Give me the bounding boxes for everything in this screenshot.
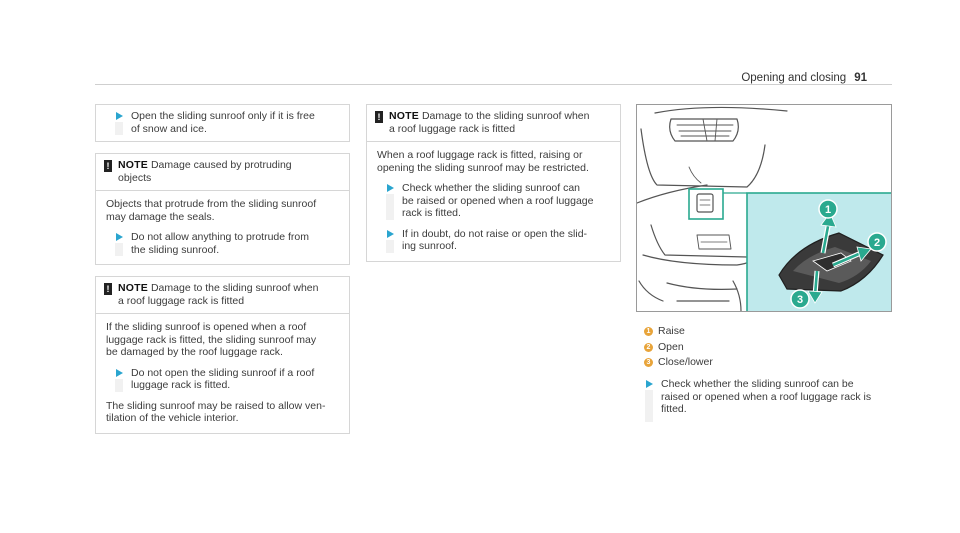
snow-instruction-box	[95, 104, 350, 142]
running-header	[741, 72, 867, 85]
note-paragraph: If the sliding sunroof is opened when a roof luggage rack is fitted, the sliding sunroof may be damaged by the roof luggage rack.	[106, 321, 317, 358]
header-rule	[95, 84, 892, 85]
bullet-triangle-icon	[387, 230, 394, 238]
legend-item: 2 Open	[636, 341, 713, 357]
note-heading: ! NOTE Damage to the sliding sunroof when a roof luggage rack is fitted	[96, 277, 349, 313]
check-step	[636, 378, 892, 416]
note-keyword: NOTE	[118, 282, 148, 294]
note-roof-rack-restriction	[366, 104, 621, 262]
bullet-triangle-icon	[387, 184, 394, 192]
bullet-triangle-icon	[116, 112, 123, 120]
bullet-item: Check whether the sliding sunroof can be raised or opened when a roof luggage rack is fitted.	[636, 378, 892, 416]
note-keyword: NOTE	[389, 110, 419, 122]
svg-text:3: 3	[796, 294, 804, 306]
callout-number-icon: 1	[644, 327, 653, 336]
callout-number-icon: 3	[644, 358, 653, 367]
callout-2	[868, 233, 886, 251]
svg-text:2: 2	[873, 237, 881, 249]
note-heading: ! NOTE Damage caused by protruding objects	[96, 154, 349, 190]
note-paragraph: The sliding sunroof may be raised to allow ven- tilation of the vehicle interior.	[106, 399, 326, 424]
note-paragraph: When a roof luggage rack is fitted, raising or opening the sliding sunroof may be restricted.	[377, 149, 589, 174]
note-heading: ! NOTE Damage to the sliding sunroof when a roof luggage rack is fitted	[367, 105, 620, 141]
bullet-item: Check whether the sliding sunroof can be raised or opened when a roof luggage rack is fitted.	[377, 182, 610, 220]
bullet-triangle-icon	[116, 233, 123, 241]
note-keyword: NOTE	[118, 159, 148, 171]
note-paragraph: Objects that protrude from the sliding sunroof may damage the seals.	[106, 198, 317, 223]
note-protruding-objects	[95, 153, 350, 265]
bullet-triangle-icon	[116, 369, 123, 377]
bullet-item: Open the sliding sunroof only if it is free of snow and ice.	[106, 110, 339, 135]
bullet-item: Do not open the sliding sunroof if a roof luggage rack is fitted.	[106, 367, 339, 392]
illustration-svg	[637, 105, 892, 312]
callout-3	[791, 290, 809, 308]
bullet-item: Do not allow anything to protrude from the sliding sunroof.	[106, 231, 339, 256]
note-roof-rack-damage	[95, 276, 350, 434]
warning-exclamation-icon: !	[104, 160, 112, 172]
column-2	[366, 104, 621, 262]
legend-item: 1 Raise	[636, 325, 713, 341]
svg-text:1: 1	[824, 204, 832, 216]
column-1	[95, 104, 350, 434]
bullet-triangle-icon	[646, 380, 653, 388]
legend-item: 3 Close/lower	[636, 356, 713, 372]
warning-exclamation-icon: !	[104, 283, 112, 295]
section-title: Opening and closing	[741, 72, 847, 84]
callout-1	[819, 200, 837, 218]
illustration-legend	[636, 325, 713, 372]
bullet-item: If in doubt, do not raise or open the slid- ing sunroof.	[377, 228, 610, 253]
warning-exclamation-icon: !	[375, 111, 383, 123]
callout-number-icon: 2	[644, 343, 653, 352]
page-number: 91	[854, 72, 867, 84]
sunroof-control-illustration	[636, 104, 892, 312]
